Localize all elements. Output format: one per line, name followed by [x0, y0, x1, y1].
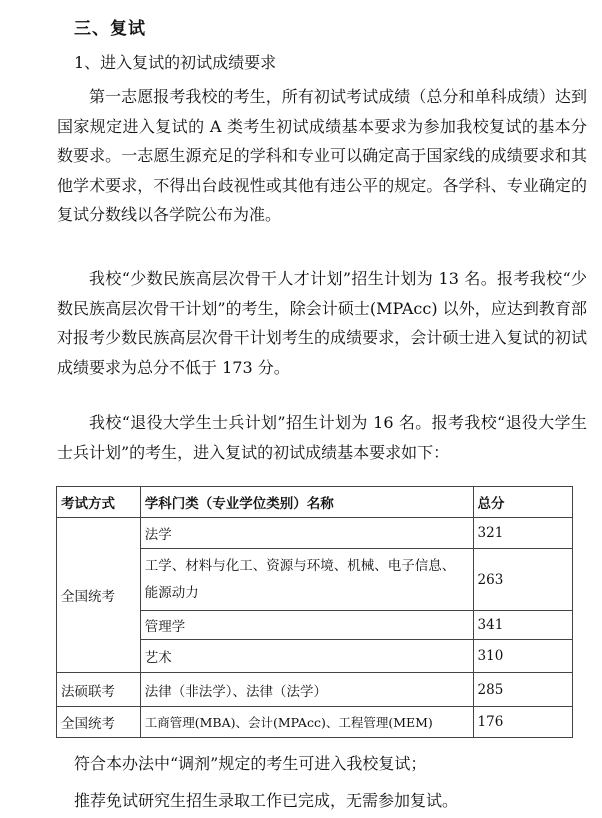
paragraph-minority-plan: 我校“少数民族高层次骨干人才计划”招生计划为 13 名。报考我校“少数民族高层次骨干计划”的考生，除会计硕士(MPAcc) 以外，应达到教育部对报考少数民族高层次骨干计划考生的成绩要求，会计硕士进入复试的初试成绩要求为总分不低于 173 分。: [57, 269, 587, 377]
score-cell: 341: [473, 611, 572, 640]
header-exam-method: 考试方式: [57, 487, 141, 518]
exam-method-cell: 全国统考: [57, 518, 141, 673]
subject-cell: 工学、材料与化工、资源与环境、机械、电子信息、能源动力: [140, 549, 473, 611]
exam-method-cell: 法硕联考: [57, 673, 141, 707]
footer-adjustment-note: 符合本办法中“调剂”规定的考生可进入我校复试；: [74, 754, 427, 773]
subject-cell: 法学: [140, 518, 473, 549]
header-subject-category: 学科门类（专业学位类别）名称: [140, 487, 473, 518]
subject-cell: 法律（非法学）、法律（法学）: [140, 673, 473, 707]
score-cell: 176: [473, 707, 572, 738]
subject-cell: 管理学: [140, 611, 473, 640]
subject-cell: 艺术: [140, 640, 473, 673]
section-title: 三、复试: [74, 19, 146, 39]
score-cell: 285: [473, 673, 572, 707]
score-cell: 310: [473, 640, 572, 673]
subsection-title: 1、进入复试的初试成绩要求: [74, 53, 277, 72]
footer-exempt-note: 推荐免试研究生招生录取工作已完成，无需参加复试。: [74, 791, 459, 810]
table-row: [57, 707, 573, 738]
exam-method-cell: 全国统考: [57, 707, 141, 738]
score-requirements-table: [56, 486, 573, 738]
header-total-score: 总分: [473, 487, 572, 518]
score-cell: 321: [473, 518, 572, 549]
subject-cell: 工商管理(MBA)、会计(MPAcc)、工程管理(MEM): [140, 707, 473, 738]
paragraph-veteran-plan: 我校“退役大学生士兵计划”招生计划为 16 名。报考我校“退役大学生士兵计划”的考生，进入复试的初试成绩基本要求如下：: [57, 413, 587, 462]
score-cell: 263: [473, 549, 572, 611]
table-header-row: [57, 487, 573, 518]
table-row: [57, 518, 573, 549]
paragraph-first-choice: 第一志愿报考我校的考生，所有初试考试成绩（总分和单科成绩）达到国家规定进入复试的 A 类考生初试成绩基本要求为参加我校复试的基本分数要求。一志愿生源充足的学科和专业可以确定高于国家线的成绩要求和其他学术要求，不得出台歧视性或其他有违公平的规定。各学科、专业确定的复试分数线以各学院公布为准。: [57, 87, 587, 224]
table-row: [57, 673, 573, 707]
